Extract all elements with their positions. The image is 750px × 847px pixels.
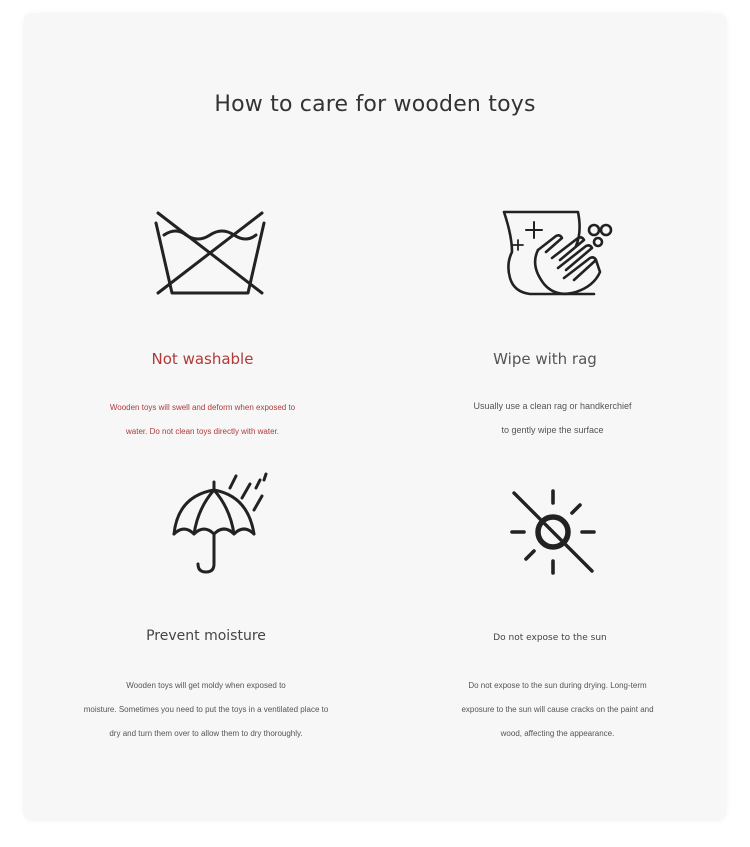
item-title-prevent-moisture: Prevent moisture (146, 628, 266, 644)
page-title: How to care for wooden toys (214, 92, 536, 117)
item-desc-no-sun (415, 674, 700, 746)
desc-line: Wooden toys will swell and deform when exposed to (109, 403, 296, 412)
desc-line: water. Do not clean toys directly with water. (126, 427, 279, 436)
desc-line: Wooden toys will get moldy when exposed to (126, 681, 286, 690)
item-desc-not-washable (60, 396, 345, 444)
item-title-no-sun: Do not expose to the sun (493, 633, 607, 643)
item-desc-prevent-moisture (60, 674, 352, 746)
desc-line: moisture. Sometimes you need to put the toys in a ventilated place to (83, 705, 329, 714)
umbrella-rain-icon (168, 468, 272, 574)
desc-line: Do not expose to the sun during drying. Long-term (468, 681, 647, 690)
desc-line: wood, affecting the appearance. (500, 729, 615, 738)
item-title-wipe-with-rag: Wipe with rag (493, 350, 597, 368)
no-wash-icon (150, 205, 270, 301)
item-desc-wipe-with-rag (405, 394, 700, 442)
desc-line: dry and turn them over to allow them to dry thoroughly. (109, 729, 303, 738)
desc-line: to gently wipe the surface (501, 425, 604, 435)
desc-line: Usually use a clean rag or handkerchief (473, 401, 632, 411)
no-sun-icon (506, 485, 600, 579)
desc-line: exposure to the sun will cause cracks on the paint and (461, 705, 654, 714)
item-title-not-washable: Not washable (151, 350, 254, 368)
wipe-with-rag-icon (498, 206, 618, 300)
